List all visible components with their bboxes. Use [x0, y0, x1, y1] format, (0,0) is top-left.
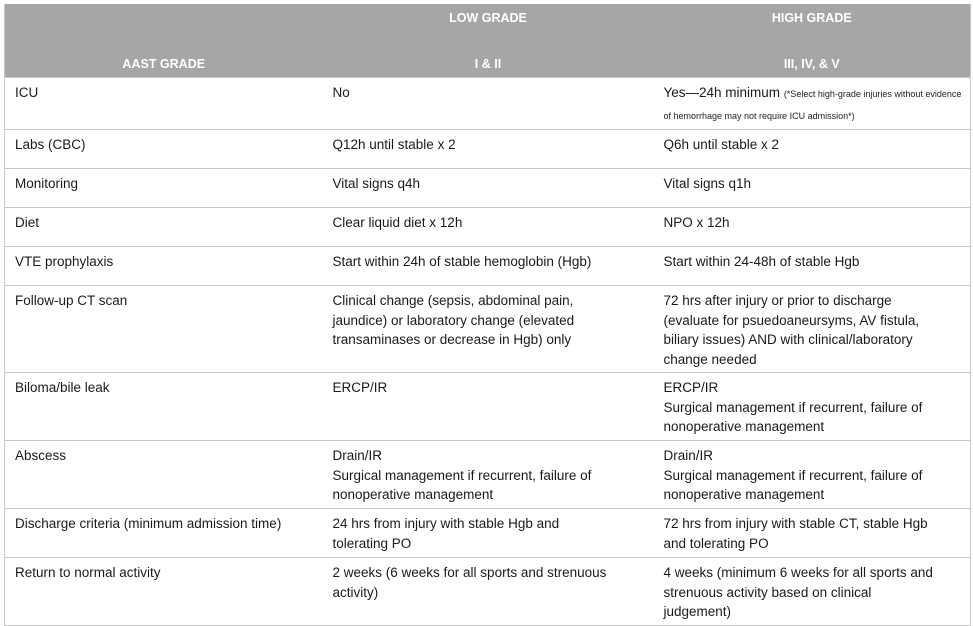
high-grade-text: Start within 24-48h of stable Hgb	[663, 254, 860, 269]
low-grade-cell: Clinical change (sepsis, abdominal pain, jaundice) or laboratory change (elevated transaminases or decrease in Hgb) only	[323, 286, 654, 373]
high-grade-cell	[654, 130, 971, 169]
low-grade-cell: ERCP/IR	[323, 373, 654, 441]
row-label: ICU	[5, 78, 323, 130]
low-grade-cell: Start within 24h of stable hemoglobin (Hgb)	[323, 247, 654, 286]
table-row	[5, 286, 971, 373]
row-label: Labs (CBC)	[5, 130, 323, 169]
table-row	[5, 78, 971, 130]
table-row	[5, 208, 971, 247]
liver-injury-management-table	[4, 4, 971, 626]
low-grade-cell: 24 hrs from injury with stable Hgb and tolerating PO	[323, 509, 654, 558]
low-grade-cell: Clear liquid diet x 12h	[323, 208, 654, 247]
table-row	[5, 169, 971, 208]
table-row	[5, 558, 971, 626]
high-grade-text: NPO x 12h	[663, 215, 730, 230]
icu-footnote: (*Select high-grade injuries without evidence of hemorrhage may not require ICU admission*)	[663, 89, 962, 121]
row-label: Follow-up CT scan	[5, 286, 323, 373]
high-grade-cell	[654, 78, 971, 130]
high-grade-cell	[654, 169, 971, 208]
high-grade-cell	[654, 558, 971, 626]
header-row-grade-category	[5, 4, 971, 32]
header-high-grade: HIGH GRADE	[654, 4, 971, 32]
row-label: VTE prophylaxis	[5, 247, 323, 286]
low-grade-cell: Drain/IR Surgical management if recurrent, failure of nonoperative management	[323, 441, 654, 509]
high-grade-cell	[654, 509, 971, 558]
low-grade-cell: 2 weeks (6 weeks for all sports and strenuous activity)	[323, 558, 654, 626]
header-row-aast	[5, 32, 971, 78]
high-grade-cell	[654, 247, 971, 286]
table-row	[5, 247, 971, 286]
table-row	[5, 441, 971, 509]
grading-table-container	[4, 4, 970, 619]
table-row	[5, 509, 971, 558]
row-label: Abscess	[5, 441, 323, 509]
header-grade-i-ii: I & II	[323, 32, 654, 78]
header-grade-iii-iv-v: III, IV, & V	[654, 32, 971, 78]
header-aast-grade: AAST GRADE	[5, 32, 323, 78]
low-grade-cell: Vital signs q4h	[323, 169, 654, 208]
row-label: Biloma/bile leak	[5, 373, 323, 441]
high-grade-cell	[654, 373, 971, 441]
table-row	[5, 373, 971, 441]
row-label: Discharge criteria (minimum admission time)	[5, 509, 323, 558]
header-low-grade: LOW GRADE	[323, 4, 654, 32]
high-grade-text: 4 weeks (minimum 6 weeks for all sports and strenuous activity based on clinical judgement)	[663, 565, 933, 619]
high-grade-cell	[654, 208, 971, 247]
table-body	[5, 78, 971, 626]
table-header	[5, 4, 971, 78]
high-grade-text: 72 hrs from injury with stable CT, stable Hgb and tolerating PO	[663, 516, 928, 551]
high-grade-text: Yes—24h minimum	[663, 85, 784, 100]
low-grade-cell: No	[323, 78, 654, 130]
high-grade-text: ERCP/IR Surgical management if recurrent, failure of nonoperative management	[663, 380, 923, 434]
row-label: Monitoring	[5, 169, 323, 208]
high-grade-cell	[654, 286, 971, 373]
high-grade-cell	[654, 441, 971, 509]
low-grade-cell: Q12h until stable x 2	[323, 130, 654, 169]
high-grade-text: 72 hrs after injury or prior to discharge (evaluate for psuedoaneursyms, AV fistula, biliary issues) AND with clinical/laboratory change needed	[663, 293, 920, 367]
high-grade-text: Vital signs q1h	[663, 176, 752, 191]
high-grade-text: Q6h until stable x 2	[663, 137, 780, 152]
row-label: Return to normal activity	[5, 558, 323, 626]
row-label: Diet	[5, 208, 323, 247]
header-empty-cell	[5, 4, 323, 32]
high-grade-text: Drain/IR Surgical management if recurrent, failure of nonoperative management	[663, 448, 923, 502]
table-row	[5, 130, 971, 169]
